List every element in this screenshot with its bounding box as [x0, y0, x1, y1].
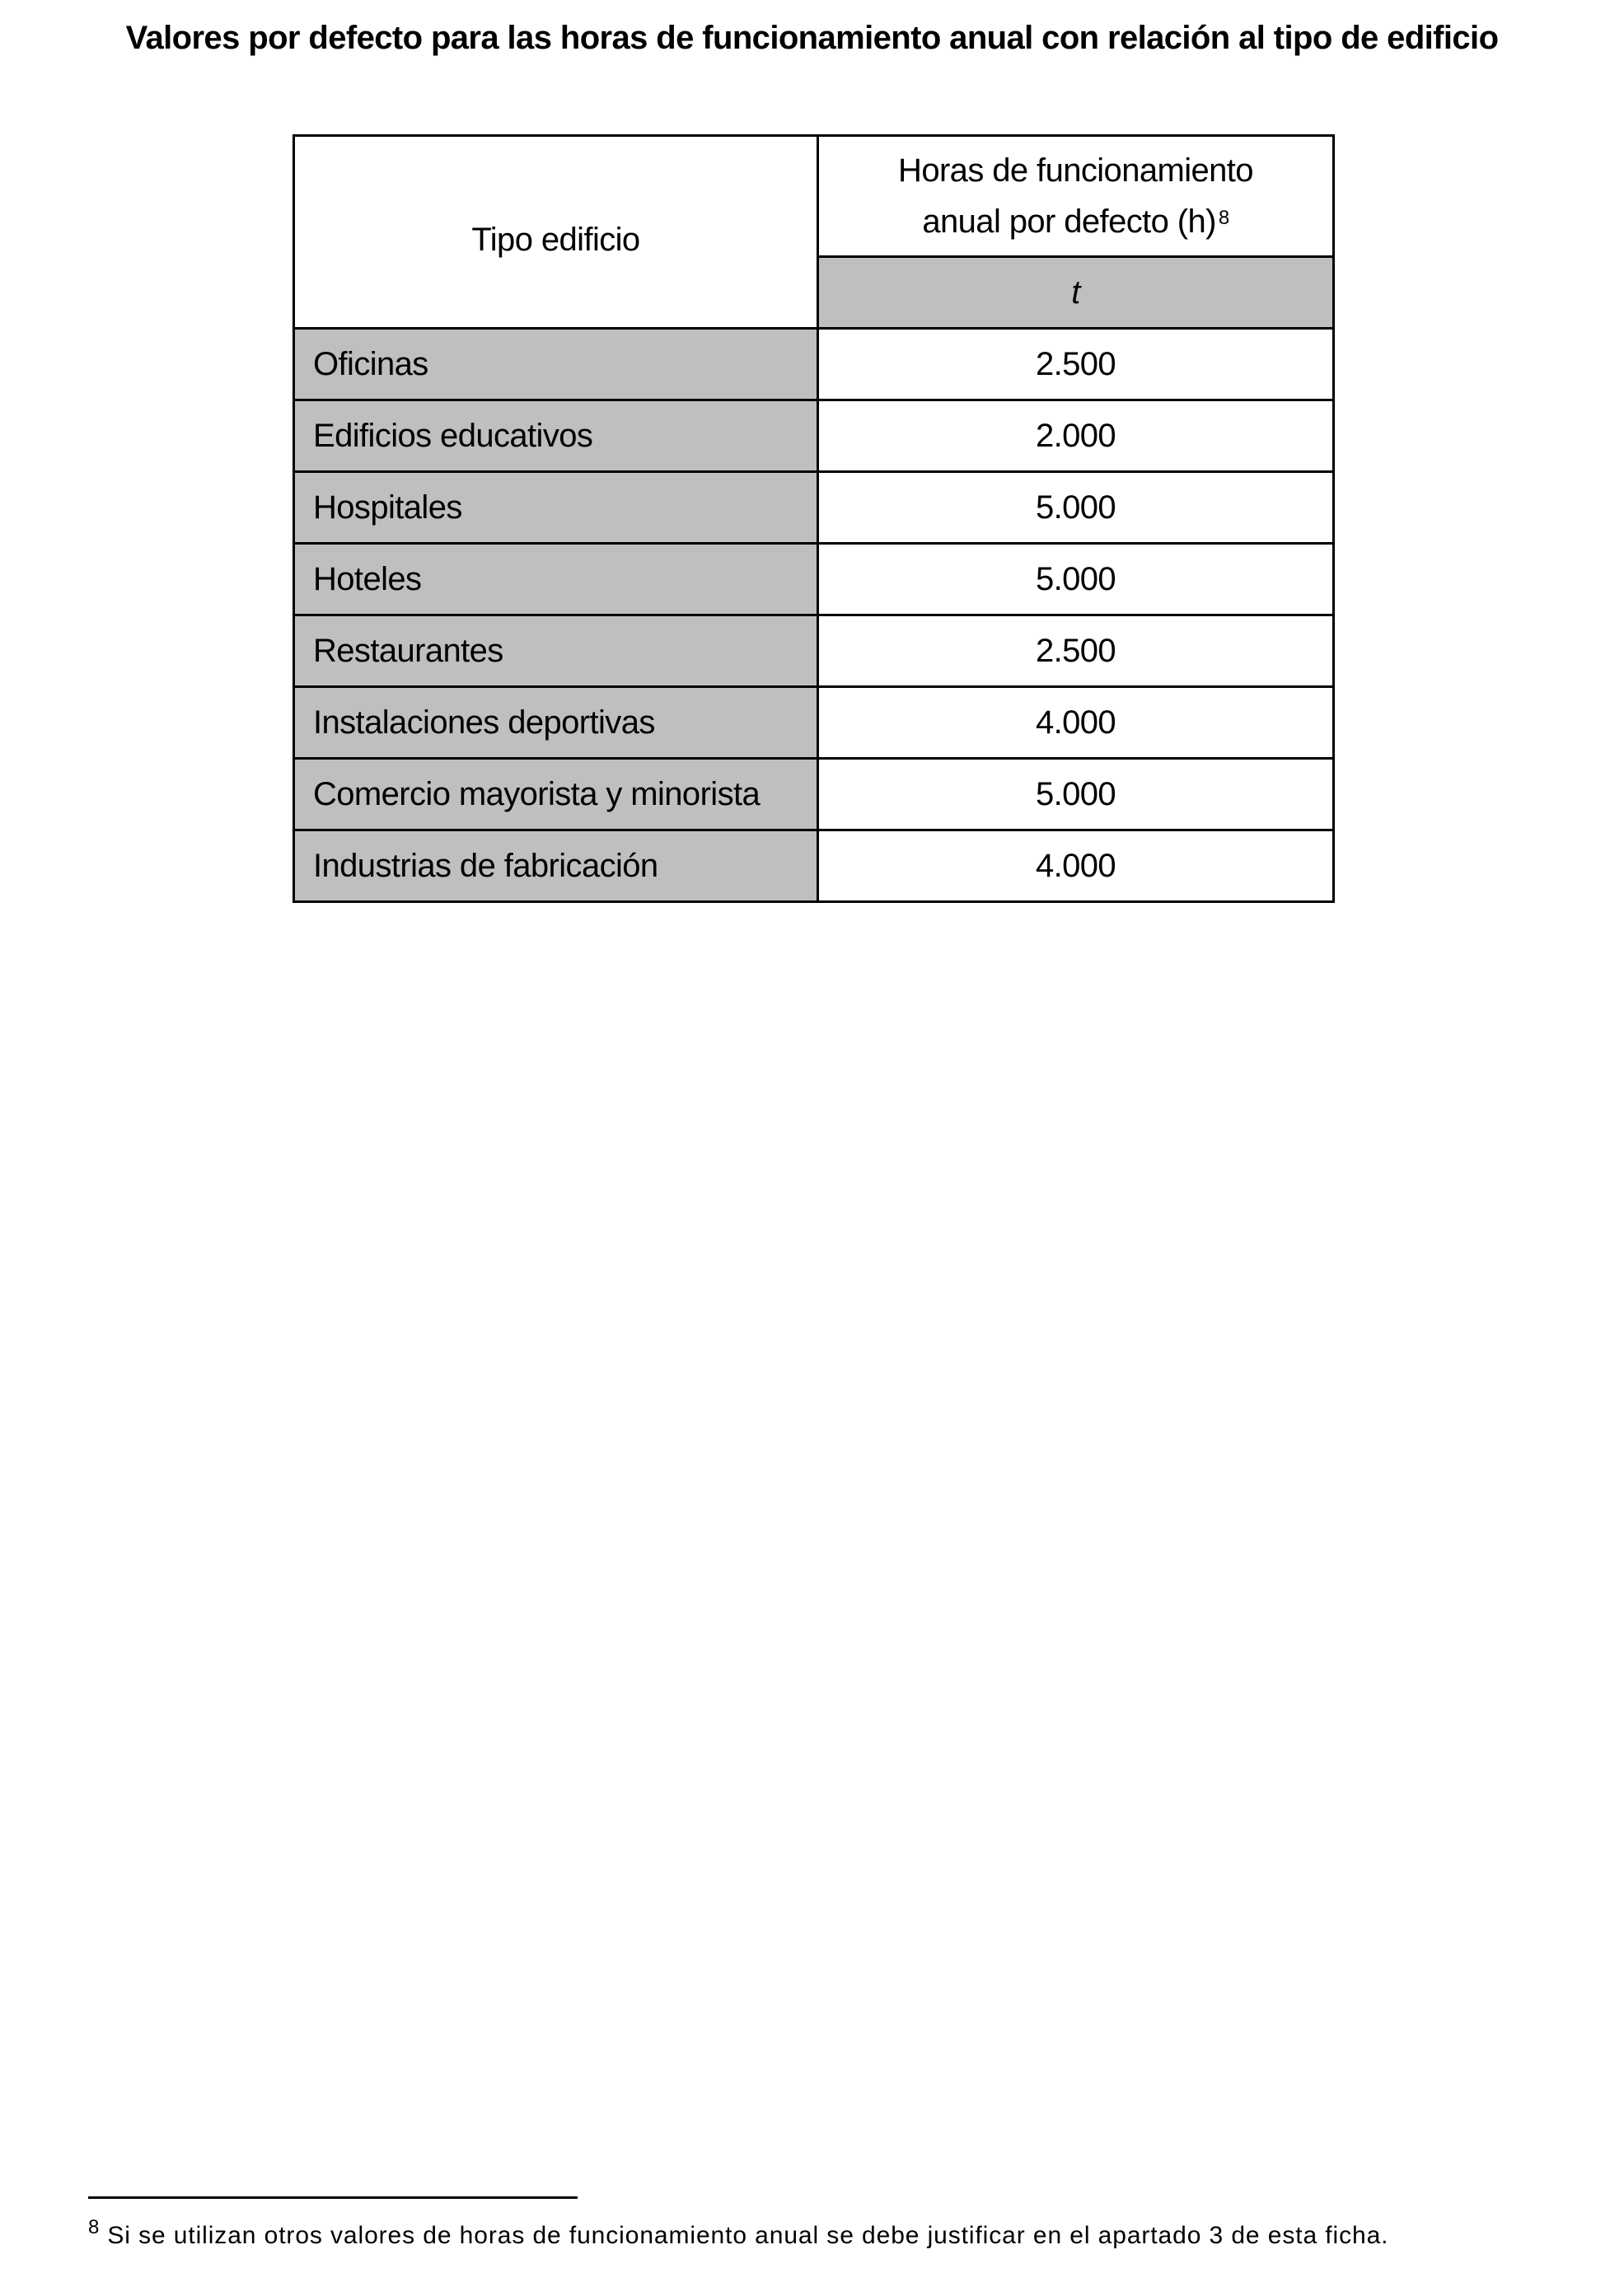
header-annual-hours	[818, 136, 1334, 257]
building-type-cell: Edificios educativos	[294, 400, 818, 472]
header-annual-hours-line2: anual por defecto (h)	[922, 203, 1216, 240]
building-type-cell: Restaurantes	[294, 615, 818, 687]
table-row	[294, 830, 1334, 902]
table-row	[294, 687, 1334, 759]
footnote	[88, 2216, 1389, 2252]
annual-hours-cell: 2.500	[818, 329, 1334, 400]
table-header-row	[294, 136, 1334, 257]
building-type-cell: Industrias de fabricación	[294, 830, 818, 902]
operating-hours-table	[293, 134, 1335, 903]
table-row	[294, 759, 1334, 830]
table-row	[294, 472, 1334, 544]
page-title: Valores por defecto para las horas de funcionamiento anual con relación al tipo de edificio	[125, 20, 1499, 56]
annual-hours-cell: 4.000	[818, 687, 1334, 759]
annual-hours-cell: 5.000	[818, 759, 1334, 830]
annual-hours-cell: 2.000	[818, 400, 1334, 472]
table-body	[294, 329, 1334, 902]
footnote-separator	[88, 2196, 578, 2199]
table-row	[294, 400, 1334, 472]
table-row	[294, 544, 1334, 615]
building-type-cell: Oficinas	[294, 329, 818, 400]
header-symbol: t	[818, 257, 1334, 329]
footnote-text: Si se utilizan otros valores de horas de funcionamiento anual se debe justificar en el apartado 3 de esta ficha.	[107, 2222, 1389, 2249]
footnote-number: 8	[88, 2216, 100, 2238]
building-type-cell: Comercio mayorista y minorista	[294, 759, 818, 830]
building-type-cell: Hospitales	[294, 472, 818, 544]
footnote-reference: 8	[1218, 207, 1229, 229]
annual-hours-cell: 5.000	[818, 472, 1334, 544]
header-building-type: Tipo edificio	[294, 136, 818, 329]
building-type-cell: Instalaciones deportivas	[294, 687, 818, 759]
building-type-cell: Hoteles	[294, 544, 818, 615]
annual-hours-cell: 4.000	[818, 830, 1334, 902]
table-row	[294, 615, 1334, 687]
table-row	[294, 329, 1334, 400]
header-annual-hours-line1: Horas de funcionamiento	[898, 152, 1253, 189]
annual-hours-cell: 2.500	[818, 615, 1334, 687]
annual-hours-cell: 5.000	[818, 544, 1334, 615]
